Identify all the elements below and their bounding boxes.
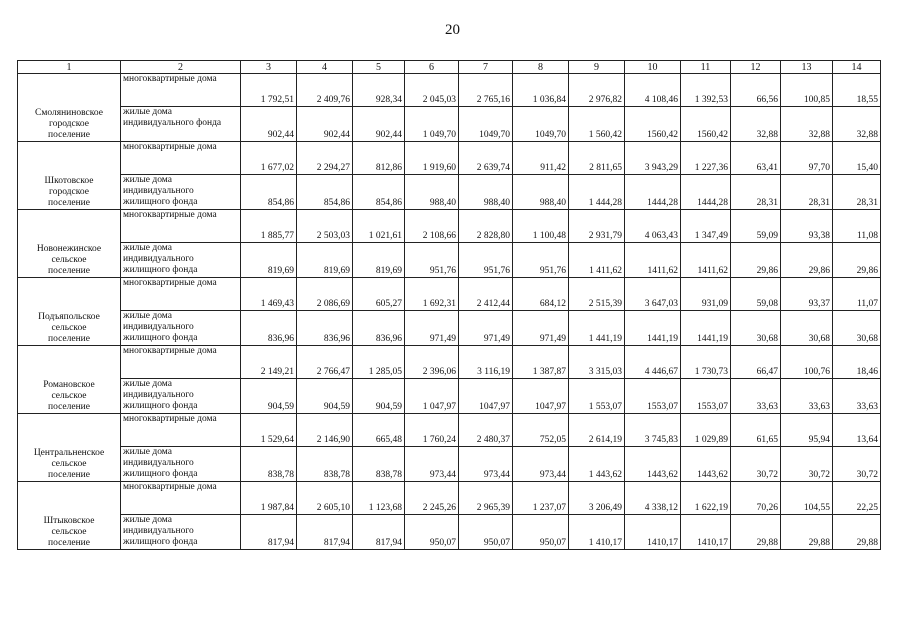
value-cell: 1 410,17 (569, 515, 625, 550)
housing-type: многоквартирные дома (121, 74, 241, 107)
column-header-14: 14 (833, 61, 881, 74)
value-cell: 838,78 (241, 447, 297, 482)
value-cell: 904,59 (353, 379, 405, 414)
value-cell: 1553,07 (681, 379, 731, 414)
value-cell: 66,47 (731, 346, 781, 379)
value-cell: 2 146,90 (297, 414, 353, 447)
value-cell: 2 976,82 (569, 74, 625, 107)
settlement-name-line: Смоляниновское (35, 108, 103, 118)
value-cell: 1 036,84 (513, 74, 569, 107)
value-cell: 812,86 (353, 142, 405, 175)
settlement-name-line: поселение (48, 266, 90, 276)
value-cell: 928,34 (353, 74, 405, 107)
value-cell: 1049,70 (513, 107, 569, 142)
value-cell: 30,72 (731, 447, 781, 482)
value-cell: 2 931,79 (569, 210, 625, 243)
settlement-name (18, 74, 121, 142)
value-cell: 1 692,31 (405, 278, 459, 311)
value-cell: 93,37 (781, 278, 833, 311)
value-cell: 4 338,12 (625, 482, 681, 515)
value-cell: 104,55 (781, 482, 833, 515)
value-cell: 973,44 (405, 447, 459, 482)
value-cell: 665,48 (353, 414, 405, 447)
settlement-name-line: Шкотовское (44, 176, 94, 186)
table-row (18, 142, 881, 175)
value-cell: 1 387,87 (513, 346, 569, 379)
value-cell: 33,63 (731, 379, 781, 414)
column-header-7: 7 (459, 61, 513, 74)
page-number: 20 (445, 22, 460, 38)
value-cell: 2 811,65 (569, 142, 625, 175)
value-cell: 988,40 (459, 175, 513, 210)
settlement-name (18, 278, 121, 346)
value-cell: 100,76 (781, 346, 833, 379)
value-cell: 1410,17 (681, 515, 731, 550)
table-row (18, 346, 881, 379)
housing-type: жилые дома индивидуального фонда (121, 107, 241, 142)
value-cell: 93,38 (781, 210, 833, 243)
value-cell: 1 237,07 (513, 482, 569, 515)
settlement-name-line: Новонежинское (36, 244, 102, 254)
value-cell: 2 765,16 (459, 74, 513, 107)
value-cell: 2 965,39 (459, 482, 513, 515)
value-cell: 1410,17 (625, 515, 681, 550)
value-cell: 971,49 (459, 311, 513, 346)
table-row (18, 447, 881, 482)
value-cell: 684,12 (513, 278, 569, 311)
value-cell: 30,68 (731, 311, 781, 346)
table-row (18, 278, 881, 311)
settlement-name-line: сельское (51, 459, 87, 469)
value-cell: 28,31 (833, 175, 881, 210)
value-cell: 817,94 (353, 515, 405, 550)
value-cell: 902,44 (297, 107, 353, 142)
settlement-name-line: поселение (48, 130, 90, 140)
table-row (18, 482, 881, 515)
value-cell: 854,86 (353, 175, 405, 210)
tariff-table (17, 60, 881, 550)
value-cell: 2 614,19 (569, 414, 625, 447)
value-cell: 1 885,77 (241, 210, 297, 243)
settlement-name (18, 210, 121, 278)
settlement-name-line: сельское (51, 527, 87, 537)
column-header-10: 10 (625, 61, 681, 74)
value-cell: 97,70 (781, 142, 833, 175)
housing-type: многоквартирные дома (121, 482, 241, 515)
settlement-name-line: поселение (48, 538, 90, 548)
value-cell: 3 647,03 (625, 278, 681, 311)
settlement-name-line: поселение (48, 402, 90, 412)
value-cell: 29,88 (731, 515, 781, 550)
value-cell: 3 943,29 (625, 142, 681, 175)
settlement-name-line: поселение (48, 334, 90, 344)
value-cell: 1443,62 (625, 447, 681, 482)
value-cell: 2 412,44 (459, 278, 513, 311)
settlement-name (18, 142, 121, 210)
value-cell: 971,49 (513, 311, 569, 346)
value-cell: 3 315,03 (569, 346, 625, 379)
housing-type: многоквартирные дома (121, 210, 241, 243)
value-cell: 838,78 (353, 447, 405, 482)
settlement-name-line: поселение (48, 198, 90, 208)
settlement-name-line: Штыковское (43, 516, 95, 526)
value-cell: 2 149,21 (241, 346, 297, 379)
value-cell: 817,94 (241, 515, 297, 550)
value-cell: 1 987,84 (241, 482, 297, 515)
value-cell: 1 730,73 (681, 346, 731, 379)
value-cell: 1 444,28 (569, 175, 625, 210)
value-cell: 95,94 (781, 414, 833, 447)
value-cell: 836,96 (297, 311, 353, 346)
value-cell: 29,88 (781, 515, 833, 550)
value-cell: 973,44 (459, 447, 513, 482)
value-cell: 28,31 (731, 175, 781, 210)
value-cell: 2 515,39 (569, 278, 625, 311)
value-cell: 29,86 (731, 243, 781, 278)
value-cell: 1560,42 (625, 107, 681, 142)
value-cell: 1444,28 (681, 175, 731, 210)
value-cell: 63,41 (731, 142, 781, 175)
value-cell: 605,27 (353, 278, 405, 311)
column-header-11: 11 (681, 61, 731, 74)
value-cell: 2 245,26 (405, 482, 459, 515)
value-cell: 836,96 (353, 311, 405, 346)
column-header-6: 6 (405, 61, 459, 74)
value-cell: 1049,70 (459, 107, 513, 142)
column-header-12: 12 (731, 61, 781, 74)
value-cell: 1 347,49 (681, 210, 731, 243)
value-cell: 32,88 (731, 107, 781, 142)
value-cell: 29,88 (833, 515, 881, 550)
value-cell: 752,05 (513, 414, 569, 447)
settlement-name (18, 346, 121, 414)
value-cell: 2 828,80 (459, 210, 513, 243)
table-row (18, 243, 881, 278)
value-cell: 29,86 (781, 243, 833, 278)
value-cell: 1 443,62 (569, 447, 625, 482)
value-cell: 1 123,68 (353, 482, 405, 515)
value-cell: 61,65 (731, 414, 781, 447)
table-row (18, 414, 881, 447)
value-cell: 33,63 (833, 379, 881, 414)
table-row (18, 210, 881, 243)
header-row (18, 61, 881, 74)
table-row (18, 515, 881, 550)
value-cell: 100,85 (781, 74, 833, 107)
value-cell: 11,08 (833, 210, 881, 243)
settlement-name-line: Центральненское (33, 448, 105, 458)
housing-type: многоквартирные дома (121, 142, 241, 175)
value-cell: 1560,42 (681, 107, 731, 142)
value-cell: 838,78 (297, 447, 353, 482)
settlement-name-line: сельское (51, 323, 87, 333)
value-cell: 3 116,19 (459, 346, 513, 379)
value-cell: 1441,19 (681, 311, 731, 346)
value-cell: 4 446,67 (625, 346, 681, 379)
value-cell: 1411,62 (681, 243, 731, 278)
value-cell: 15,40 (833, 142, 881, 175)
settlement-name-line: Романовское (43, 380, 95, 390)
value-cell: 2 766,47 (297, 346, 353, 379)
value-cell: 18,46 (833, 346, 881, 379)
table-row (18, 74, 881, 107)
value-cell: 854,86 (297, 175, 353, 210)
value-cell: 2 480,37 (459, 414, 513, 447)
value-cell: 836,96 (241, 311, 297, 346)
value-cell: 1 029,89 (681, 414, 731, 447)
value-cell: 973,44 (513, 447, 569, 482)
value-cell: 1 047,97 (405, 379, 459, 414)
value-cell: 18,55 (833, 74, 881, 107)
table-row (18, 107, 881, 142)
value-cell: 2 396,06 (405, 346, 459, 379)
value-cell: 819,69 (297, 243, 353, 278)
housing-type: многоквартирные дома (121, 278, 241, 311)
value-cell: 904,59 (241, 379, 297, 414)
table-row (18, 311, 881, 346)
value-cell: 66,56 (731, 74, 781, 107)
settlement-name-line: городское (49, 187, 89, 197)
housing-type: многоквартирные дома (121, 346, 241, 379)
settlement-name-line: Подъяпольское (38, 312, 100, 322)
value-cell: 1 792,51 (241, 74, 297, 107)
value-cell: 3 745,83 (625, 414, 681, 447)
value-cell: 1443,62 (681, 447, 731, 482)
housing-type: многоквартирные дома (121, 414, 241, 447)
settlement-name (18, 414, 121, 482)
value-cell: 1 392,53 (681, 74, 731, 107)
value-cell: 931,09 (681, 278, 731, 311)
value-cell: 1 285,05 (353, 346, 405, 379)
settlement-name-line: городское (49, 119, 89, 129)
housing-type: жилые дома индивидуального жилищного фонда (121, 175, 241, 210)
value-cell: 30,68 (833, 311, 881, 346)
value-cell: 819,69 (241, 243, 297, 278)
value-cell: 1 553,07 (569, 379, 625, 414)
value-cell: 2 294,27 (297, 142, 353, 175)
column-header-13: 13 (781, 61, 833, 74)
value-cell: 1 021,61 (353, 210, 405, 243)
value-cell: 32,88 (833, 107, 881, 142)
settlement-name (18, 482, 121, 550)
column-header-4: 4 (297, 61, 353, 74)
value-cell: 904,59 (297, 379, 353, 414)
value-cell: 902,44 (353, 107, 405, 142)
settlement-name-line: сельское (51, 391, 87, 401)
column-header-9: 9 (569, 61, 625, 74)
value-cell: 951,76 (513, 243, 569, 278)
value-cell: 950,07 (513, 515, 569, 550)
value-cell: 1 677,02 (241, 142, 297, 175)
value-cell: 950,07 (459, 515, 513, 550)
column-header-8: 8 (513, 61, 569, 74)
value-cell: 11,07 (833, 278, 881, 311)
settlement-name-line: поселение (48, 470, 90, 480)
value-cell: 4 108,46 (625, 74, 681, 107)
value-cell: 2 086,69 (297, 278, 353, 311)
column-header-2: 2 (121, 61, 241, 74)
housing-type: жилые дома индивидуального жилищного фонда (121, 379, 241, 414)
value-cell: 1 919,60 (405, 142, 459, 175)
value-cell: 988,40 (513, 175, 569, 210)
housing-type: жилые дома индивидуального жилищного фонда (121, 311, 241, 346)
value-cell: 30,72 (833, 447, 881, 482)
value-cell: 1 529,64 (241, 414, 297, 447)
value-cell: 2 045,03 (405, 74, 459, 107)
value-cell: 951,76 (459, 243, 513, 278)
value-cell: 2 503,03 (297, 210, 353, 243)
value-cell: 1 411,62 (569, 243, 625, 278)
value-cell: 1047,97 (459, 379, 513, 414)
value-cell: 950,07 (405, 515, 459, 550)
value-cell: 1047,97 (513, 379, 569, 414)
value-cell: 22,25 (833, 482, 881, 515)
value-cell: 911,42 (513, 142, 569, 175)
value-cell: 951,76 (405, 243, 459, 278)
value-cell: 971,49 (405, 311, 459, 346)
value-cell: 2 605,10 (297, 482, 353, 515)
value-cell: 13,64 (833, 414, 881, 447)
value-cell: 1553,07 (625, 379, 681, 414)
value-cell: 1 049,70 (405, 107, 459, 142)
value-cell: 1444,28 (625, 175, 681, 210)
value-cell: 59,09 (731, 210, 781, 243)
value-cell: 817,94 (297, 515, 353, 550)
value-cell: 1 100,48 (513, 210, 569, 243)
value-cell: 32,88 (781, 107, 833, 142)
value-cell: 4 063,43 (625, 210, 681, 243)
value-cell: 1 760,24 (405, 414, 459, 447)
value-cell: 1441,19 (625, 311, 681, 346)
value-cell: 70,26 (731, 482, 781, 515)
value-cell: 819,69 (353, 243, 405, 278)
value-cell: 2 108,66 (405, 210, 459, 243)
value-cell: 3 206,49 (569, 482, 625, 515)
table-row (18, 175, 881, 210)
value-cell: 30,72 (781, 447, 833, 482)
column-header-3: 3 (241, 61, 297, 74)
value-cell: 1 622,19 (681, 482, 731, 515)
value-cell: 854,86 (241, 175, 297, 210)
value-cell: 30,68 (781, 311, 833, 346)
value-cell: 902,44 (241, 107, 297, 142)
value-cell: 988,40 (405, 175, 459, 210)
column-header-5: 5 (353, 61, 405, 74)
housing-type: жилые дома индивидуального жилищного фонда (121, 243, 241, 278)
value-cell: 28,31 (781, 175, 833, 210)
settlement-name-line: сельское (51, 255, 87, 265)
housing-type: жилые дома индивидуального жилищного фонда (121, 515, 241, 550)
value-cell: 1 441,19 (569, 311, 625, 346)
value-cell: 59,08 (731, 278, 781, 311)
housing-type: жилые дома индивидуального жилищного фонда (121, 447, 241, 482)
value-cell: 1 227,36 (681, 142, 731, 175)
value-cell: 1 560,42 (569, 107, 625, 142)
value-cell: 1411,62 (625, 243, 681, 278)
table-row (18, 379, 881, 414)
value-cell: 29,86 (833, 243, 881, 278)
column-header-1: 1 (18, 61, 121, 74)
value-cell: 33,63 (781, 379, 833, 414)
value-cell: 1 469,43 (241, 278, 297, 311)
value-cell: 2 409,76 (297, 74, 353, 107)
value-cell: 2 639,74 (459, 142, 513, 175)
